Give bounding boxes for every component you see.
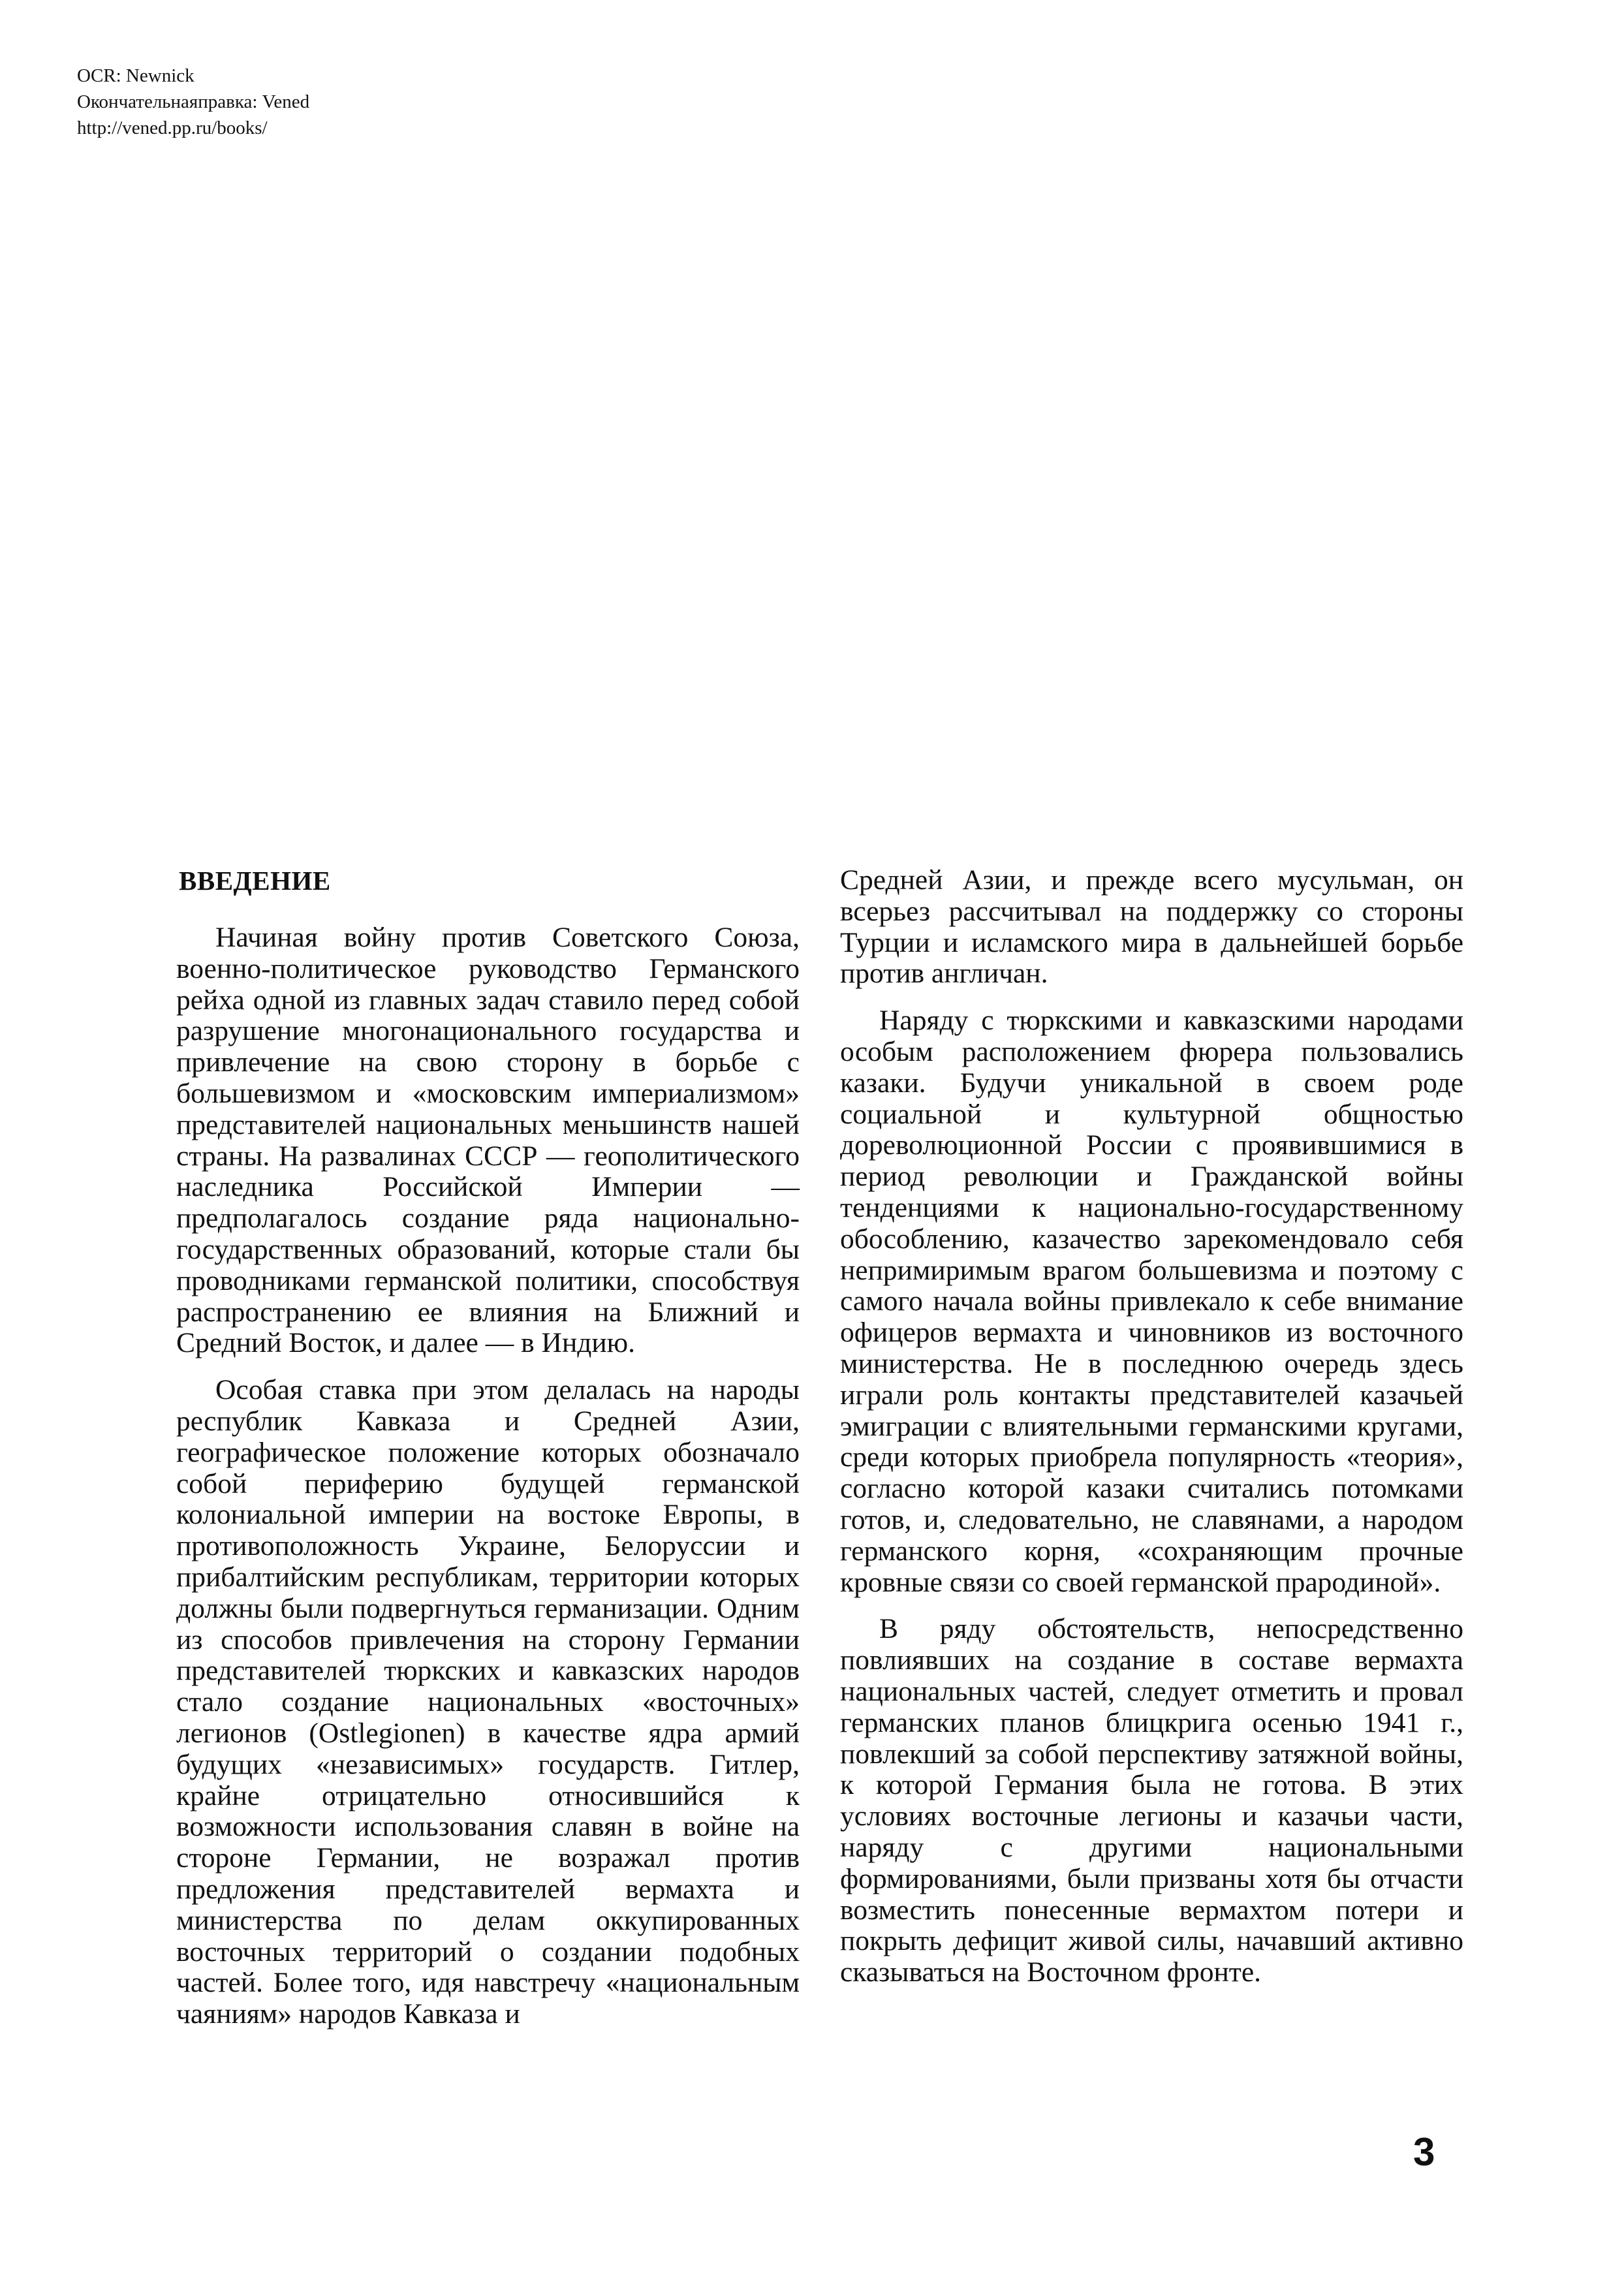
paragraph: Наряду с тюркскими и кавказскими народами особым расположением фюрера пользовались казаки. Будучи уникальной в своем роде социальной и культурной общностью дореволюционной России с проявившимися в период революции и Гражданской войны тенденциями к национально-государственному обособлению, казачество зарекомендовало себя непримиримым врагом большевизма и поэтому с самого начала войны привлекало к себе внимание офицеров вермахта и чиновников из восточного министерства. Не в последнюю очередь здесь играли роль контакты представителей казачьей эмиграции с влиятельными германскими кругами, среди которых приобрела популярность «теория», согласно которой казаки считались потомками готов, и, следовательно, не славянами, а народом германского корня, «сохраняющим прочные кровные связи со своей германской прародиной». [840, 1005, 1463, 1598]
ocr-credits [77, 63, 309, 141]
source-url: http://vened.pp.ru/books/ [77, 118, 268, 138]
right-column [840, 865, 1463, 2004]
paragraph-continuation: Средней Азии, и прежде всего мусульман, он всерьез рассчитывал на поддержку со стороны Турции и исламского мира в дальнейшей борьбе против англичан. [840, 864, 1463, 990]
section-heading: ВВЕДЕНИЕ [179, 866, 331, 896]
left-column [176, 865, 800, 2030]
page-number: 3 [1413, 2130, 1435, 2174]
proofreading-credit-line: Окончательнаяправка: Vened [77, 91, 310, 112]
paragraph: В ряду обстоятельств, непосредственно повлиявших на создание в составе вермахта национальных частей, следует отметить и провал германских планов блицкрига осенью 1941 г., повлекший за собой перспективу затяжной войны, к которой Германия была не готова. В этих условиях восточные легионы и казачьи части, наряду с другими национальными формированиями, были призваны хотя бы отчасти возместить понесенные вермахтом потери и покрыть дефицит живой силы, начавший активно сказываться на Восточном фронте. [840, 1613, 1463, 1988]
ocr-credit-line: OCR: Newnick [77, 65, 195, 86]
paragraph: Начиная войну против Советского Союза, военно-политическое руководство Германского рейха одной из главных задач ставило перед собой разрушение многонационального государства и привлечение на свою сторону в борьбе с большевизмом и «московским империализмом» представителей национальных меньшинств нашей страны. На развалинах СССР — геополитического наследника Российской Империи — предполагалось создание ряда национально-государственных образований, которые стали бы проводниками германской политики, способствуя распространению ее влияния на Ближний и Средний Восток, и далее — в Индию. [176, 922, 800, 1359]
paragraph: Особая ставка при этом делалась на народы республик Кавказа и Средней Азии, географическое положение которых обозначало собой периферию будущей германской колониальной империи на востоке Европы, в противоположность Украине, Белоруссии и прибалтийским республикам, территории которых должны были подвергнуться германизации. Одним из способов привлечения на сторону Германии представителей тюркских и кавказских народов стало создание национальных «восточных» легионов (Ostlegionen) в качестве ядра армий будущих «независимых» государств. Гитлер, крайне отрицательно относившийся к возможности использования славян в войне на стороне Германии, не возражал против предложения представителей вермахта и министерства по делам оккупированных восточных территорий о создании подобных частей. Более того, идя навстречу «национальным чаяниям» народов Кавказа и [176, 1374, 800, 2030]
